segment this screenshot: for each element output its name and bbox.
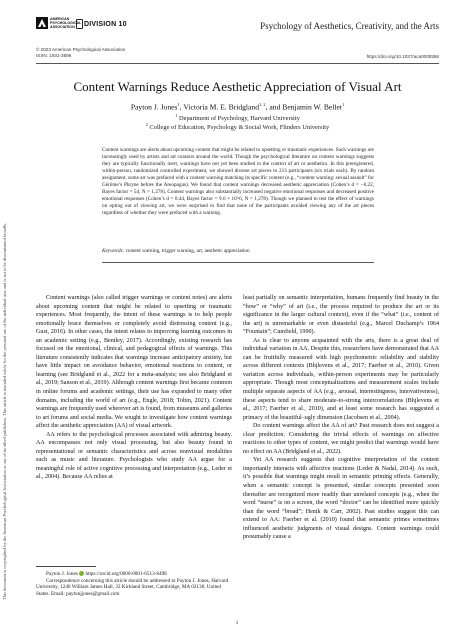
body-paragraph: AA refers to the psychological processes associated with admiring beauty. AA encompasses not only visual processing, but also beauty found in representational or semantic characteristics and across nonvisual modalities such as music and literature. Psychologists who study AA argue for a meaningful role of active cognitive processing and interpretation (e.g., Leder et al., 2004). Because AA relies at — [36, 431, 232, 481]
doi-link[interactable]: https://doi.org/10.1037/aca0000556 — [366, 54, 439, 59]
left-column — [36, 294, 232, 482]
copyright-side-notice: This document is copyrighted by the American Psychological Association or one of its allied publishers. This article is intended solely for the personal use of the individual user and is not to be disseminated broadly. — [2, 222, 7, 600]
correspondence: Correspondence concerning this article should be addressed to Payton J. Jones, Harvard University, 1240 William James Hall, 33 Kirkland Street, Cambridge, MA 02138, United States. Email: paytonjjones@gmail.com — [36, 577, 229, 597]
orcid-icon — [79, 571, 84, 576]
division-badge-icon — [76, 19, 83, 29]
keywords — [102, 248, 374, 254]
journal-title: Psychology of Aesthetics, Creativity, and the Arts — [260, 21, 439, 31]
author-name: Victoria M. E. Bridgland — [183, 102, 260, 112]
division-label: DIVISION 10 — [84, 21, 127, 28]
abstract-rule — [102, 262, 374, 263]
apa-logo-text: AMERICAN PSYCHOLOGICAL ASSOCIATION — [50, 17, 82, 30]
abstract: Content warnings are alerts about upcoming content that might be related to upsetting or traumatic experiences. Such warnings are increasingly used by artists and art curators around the world. Though the psychological literature on content warnings suggests they are typically functionally inert, warnings have not yet been studied in the context of art or aesthetics. In this preregistered, within-person, randomized controlled experiment, we showed diverse art pieces to 213 participants (six trials each). By random assignment, some art was prefaced with a content warning matching its specific content (e.g., “content warning: sexual assault” for Gérôme’s Phryne before the Areopagus). We found that content warnings decreased aesthetic appreciation (Cohen’s d = −0.22, Bayes factor = 54, N = 1,278). Content warnings also substantially increased negative emotional responses and decreased positive emotional responses (Cohen’s d = 0.44, Bayes factor = 9.6 × 10^6, N = 1,278). Though we planned to test the effect of warnings on opting out of viewing art, we were surprised to find that none of the participants avoided viewing any of the art pieces regardless of whether they were prefaced with a warning. — [102, 147, 374, 217]
header-rule — [36, 63, 439, 64]
issn-line: ISSN: 1931-3896 — [36, 53, 72, 58]
keywords-text: content warning, trigger warning, art, aesthetic appreciation — [125, 248, 250, 254]
page-number: 1 — [235, 620, 239, 626]
journal-header — [36, 15, 439, 45]
right-column — [243, 294, 439, 542]
body-paragraph: Content warnings (also called trigger warnings or content notes) are alerts about upcoming content that might be related to upsetting or traumatic experiences. Most frequently, the intent of these warnings is to help people emotionally brace themselves or completely avoid distressing content (e.g., Gust, 2016). In other cases, the intent relates to improving learning outcomes in an academic setting (e.g., Bentley, 2017). Accordingly, existing research has focused on the emotional, clinical, and pedagogical effects of warnings. This literature consistently indicates that warnings increase anticipatory anxiety, but have little impact on avoidance behavior, emotional reactions to content, or learning (see Bridgland et al., 2022 for a meta-analysis; see also Bridgland et al., 2019; Sanson et al., 2019). Although content warnings first became common in online forums and academic settings, their use has expanded to many other domains, including the world of art (e.g., Engle, 2018; Tobin, 2021). Content warnings are frequently used wherever art is found, from museums and galleries to art forums and social media. We sought to investigate how content warnings affect the aesthetic appreciation (AA) of visual artwork. — [36, 295, 232, 430]
author-sup: 1 — [341, 102, 345, 107]
author-list: Payton J. Jones$^1$, Victoria M. E. Bridgland$^{1, 2}$, and Benjamin W. Bellet$^1$ — [130, 102, 345, 112]
footnote — [36, 571, 232, 597]
affiliation: $^2$ College of Education, Psychology & Social Work, Flinders University — [145, 122, 330, 132]
body-paragraph: As is clear to anyone acquainted with the arts, there is a great deal of individual variation in AA. Despite this, researchers have demonstrated that AA can be fruitfully measured with high psychometric reliability and stability across different contexts (Bhjlevens et al., 2017; Faerber et al., 2010). Given variation across individuals, within-person experiments may be particularly appropriate. Though most conceptualizations and measurement scales include multiple separate aspects of AA (e.g., arousal, interestingness, innovativeness), these aspects tend to share moderate-to-strong intercorrelations (Bhjlevens et al., 2017; Faerber et al., 2010), and at least some research has suggested a primacy of the beautiful–ugly dimension (Jacobsen et al., 2004). — [243, 337, 439, 421]
author-sup: 1, 2 — [259, 102, 266, 107]
author-name: Payton J. Jones — [130, 102, 178, 112]
footnote-author: Payton J. Jones — [46, 571, 78, 577]
article-title: Content Warnings Reduce Aesthetic Appreciation of Visual Art — [73, 79, 402, 94]
affiliation: $^1$ Department of Psychology, Harvard University — [175, 113, 300, 123]
author-sup: 1 — [177, 102, 180, 107]
keywords-label: Keywords: — [102, 248, 125, 254]
apa-logo-icon — [36, 17, 48, 29]
body-paragraph: least partially on semantic interpretation, humans frequently find beauty in the “how” or “why” of art (i.e., the process required to produce the art or its significance in the larger cultural context), even if the “what” (i.e., content of the art) is unremarkable or even distasteful (e.g., Marcel Duchamp’s 1964 “Fountain”; Cumfield, 1990). — [243, 295, 439, 336]
publication-meta — [36, 47, 125, 59]
author-name: and Benjamin W. Bellet — [269, 102, 342, 112]
copyright-line: © 2023 American Psychological Association — [36, 47, 126, 52]
footnote-rule — [36, 566, 96, 567]
body-paragraph: Do content warnings affect the AA of art? Past research does not suggest a clear prediction. Considering the trivial effects of warnings on affective reactions to other types of content, we might predict that warnings would have no effect on AA (Bridgland et al., 2022). — [243, 423, 439, 455]
body-paragraph: Yet AA research suggests that cognitive interpretation of the content importantly interacts with affective reactions (Leder & Nadal, 2014). As such, it’s possible that warnings might result in semantic priming effects. Generally, when a semantic concept is presented, similar concepts presented soon thereafter are recognized more readily than unrelated concepts (e.g., when the word “nurse” is on a screen, the word “doctor” can be identified more quickly than the word “bread”; Henik & Carr, 2002). Past studies suggest this can extend to AA: Faerber et al. (2010) found that semantic primes sometimes influenced aesthetic judgments of visual designs. Content warnings could presumably cause a — [243, 457, 439, 541]
orcid-link[interactable]: https://orcid.org/0000-0001-6513-8498 — [85, 571, 167, 577]
apa-logo — [36, 15, 82, 39]
